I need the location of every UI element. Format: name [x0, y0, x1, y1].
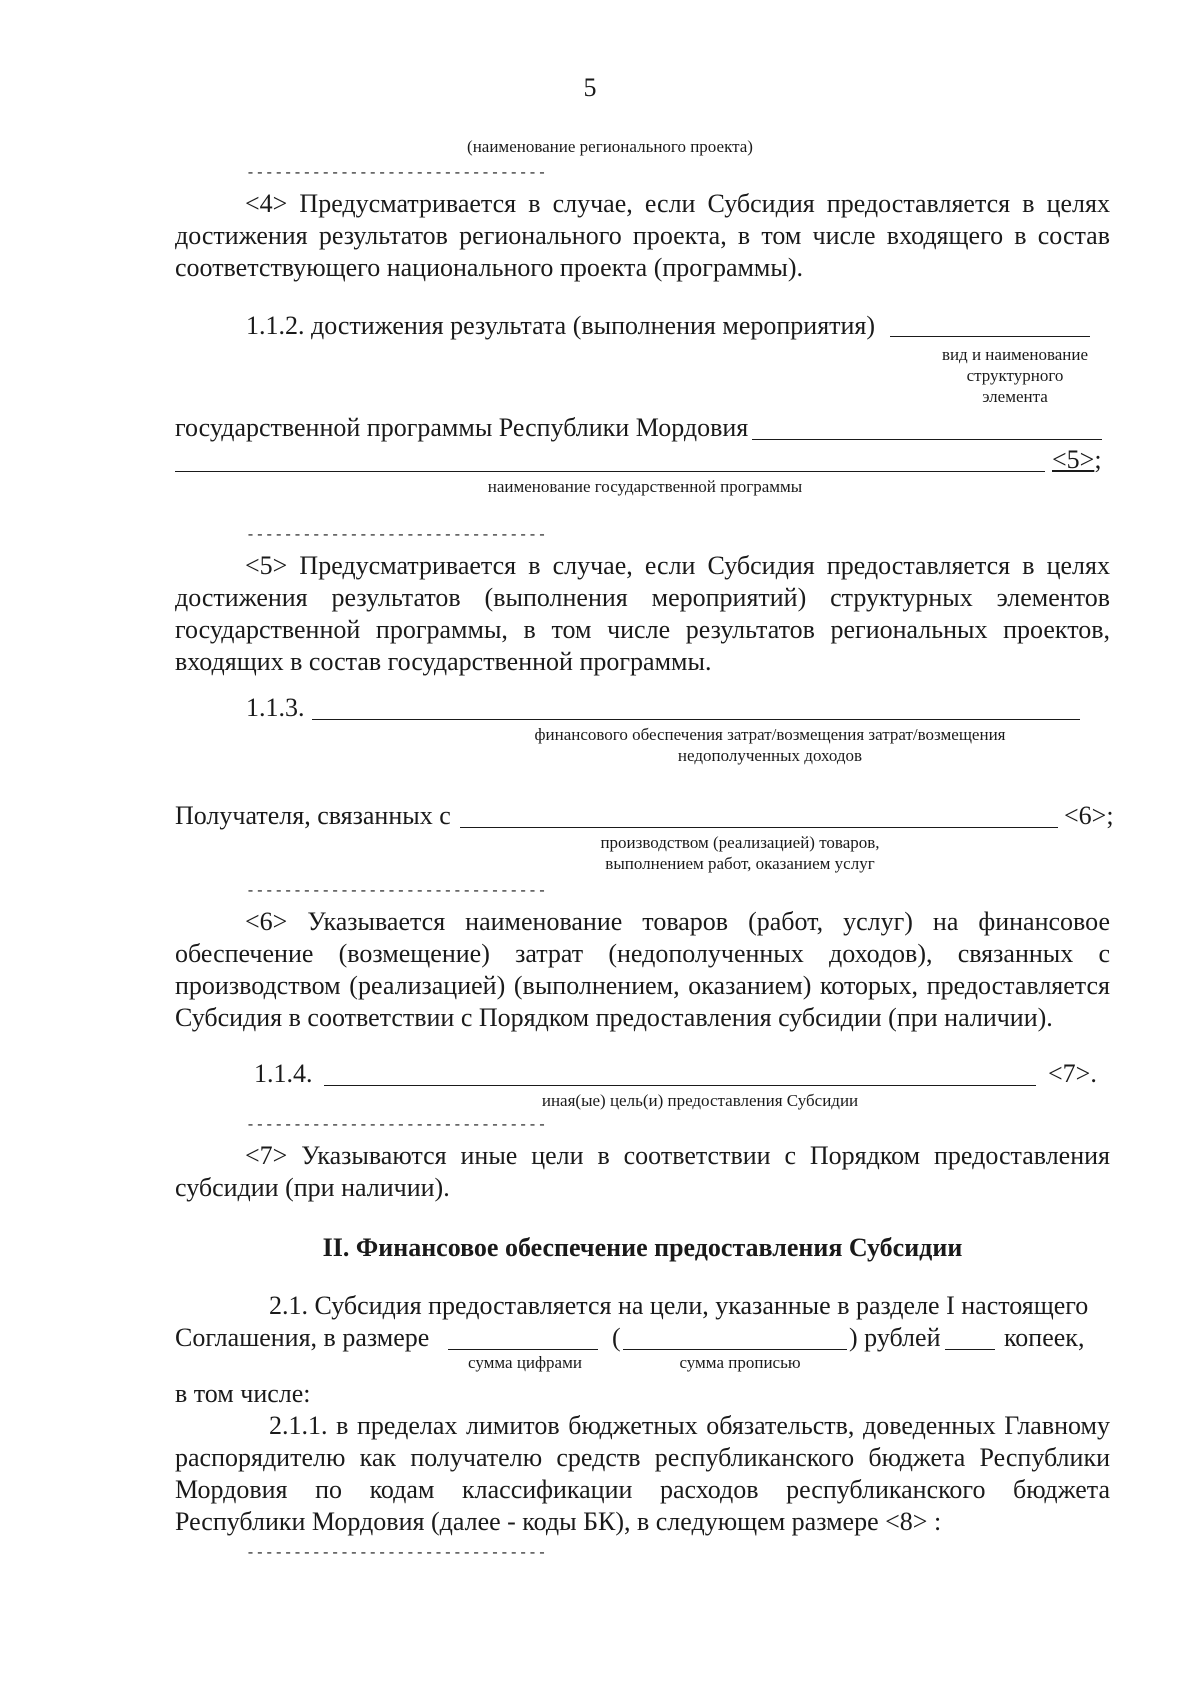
goods-works-services-caption: производством (реализацией) товаров, выполнением работ, оказанием услуг — [600, 833, 880, 873]
paragraph-2-1-line: 2.1. Субсидия предоставляется на цели, указанные в разделе I настоящего — [269, 1291, 1089, 1320]
purpose-type-caption: финансового обеспечения затрат/возмещения затрат/возмещения недополученных доходов — [534, 725, 1006, 765]
footnote-separator: -------------------------------- — [246, 1117, 547, 1134]
recipient-text: Получателя, связанных с — [175, 801, 451, 830]
amount-prefix: Соглашения, в размере — [175, 1323, 430, 1352]
footnote-ref-5: <5>; — [1052, 445, 1102, 474]
footnote-6-line: производством (реализацией) (выполнением, оказанием) которых, предоставляется — [175, 971, 1110, 1000]
other-purpose-field[interactable] — [324, 1085, 1036, 1086]
purpose-type-field[interactable] — [312, 719, 1080, 720]
footnote-6-line: <6> Указывается наименование товаров (работ, услуг) на финансовое — [245, 907, 1110, 936]
footnote-7 — [175, 1140, 1110, 1204]
program-text: государственной программы Республики Мордовия — [175, 413, 749, 442]
paragraph-2-1-1-line: 2.1.1. в пределах лимитов бюджетных обязательств, доведенных Главному — [269, 1411, 1110, 1440]
item-1-1-3-number: 1.1.3. — [246, 693, 305, 722]
item-1-1-2-text: 1.1.2. достижения результата (выполнения мероприятия) — [246, 311, 876, 340]
paragraph-2-1-1-line: распорядителю как получателю средств республиканского бюджета Республики — [175, 1443, 1110, 1472]
rubles-label: ) рублей — [849, 1323, 941, 1352]
open-paren: ( — [612, 1323, 621, 1352]
footnote-5-line: государственной программы, в том числе результатов региональных проектов, — [175, 615, 1110, 644]
structural-element-caption: вид и наименование структурного элемента — [941, 345, 1089, 406]
kopecks-field[interactable] — [945, 1349, 995, 1350]
program-name-caption: наименование государственной программы — [487, 477, 803, 496]
including-label: в том числе: — [175, 1379, 311, 1408]
amount-words-field[interactable] — [623, 1349, 847, 1350]
footnote-separator: -------------------------------- — [246, 1545, 547, 1562]
regional-project-caption: (наименование регионального проекта) — [467, 137, 753, 156]
paragraph-2-1-1-line: Мордовия по кодам классификации расходов республиканского бюджета — [175, 1475, 1110, 1504]
footnote-4-line: соответствующего национального проекта (программы). — [175, 253, 804, 282]
paragraph-2-1 — [175, 1290, 1110, 1322]
amount-digits-field[interactable] — [448, 1349, 598, 1350]
footnote-5-line: достижения результатов (выполнения мероприятий) структурных элементов — [175, 583, 1110, 612]
goods-works-services-field[interactable] — [460, 827, 1058, 828]
program-name-field[interactable] — [752, 439, 1102, 440]
footnote-5-line: <5> Предусматривается в случае, если Субсидия предоставляется в целях — [245, 551, 1110, 580]
paragraph-2-1-1-line: Республики Мордовия (далее - коды БК), в следующем размере <8> : — [175, 1507, 942, 1536]
program-name-field-line2[interactable] — [175, 471, 1045, 472]
other-purpose-caption: иная(ые) цель(и) предоставления Субсидии — [541, 1091, 859, 1110]
kopecks-label: копеек, — [1004, 1323, 1085, 1352]
section-2-heading: II. Финансовое обеспечение предоставления Субсидии — [322, 1233, 963, 1262]
footnote-7-line: субсидии (при наличии). — [175, 1173, 450, 1202]
structural-element-field[interactable] — [890, 336, 1090, 337]
amount-words-caption: сумма прописью — [679, 1353, 801, 1372]
footnote-5-line: входящих в состав государственной программы. — [175, 647, 712, 676]
page-number: 5 — [583, 73, 597, 102]
item-1-1-4-number: 1.1.4. — [254, 1059, 313, 1088]
footnote-separator: -------------------------------- — [246, 883, 547, 900]
amount-digits-caption: сумма цифрами — [468, 1353, 582, 1372]
footnote-ref-7: <7>. — [1048, 1059, 1097, 1088]
footnote-4-line: <4> Предусматривается в случае, если Субсидия предоставляется в целях — [245, 189, 1110, 218]
footnote-6-line: обеспечение (возмещение) затрат (недополученных доходов), связанных с — [175, 939, 1110, 968]
footnote-separator: -------------------------------- — [246, 527, 547, 544]
footnote-ref-6: <6>; — [1064, 801, 1114, 830]
footnote-4-line: достижения результатов регионального проекта, в том числе входящего в состав — [175, 221, 1110, 250]
footnote-separator: -------------------------------- — [246, 165, 547, 182]
footnote-6-line: Субсидия в соответствии с Порядком предоставления субсидии (при наличии). — [175, 1003, 1053, 1032]
footnote-6 — [175, 906, 1110, 1034]
footnote-4 — [175, 188, 1110, 284]
footnote-5 — [175, 550, 1110, 678]
paragraph-2-1-1 — [175, 1410, 1110, 1538]
footnote-7-line: <7> Указываются иные цели в соответствии с Порядком предоставления — [245, 1141, 1110, 1170]
